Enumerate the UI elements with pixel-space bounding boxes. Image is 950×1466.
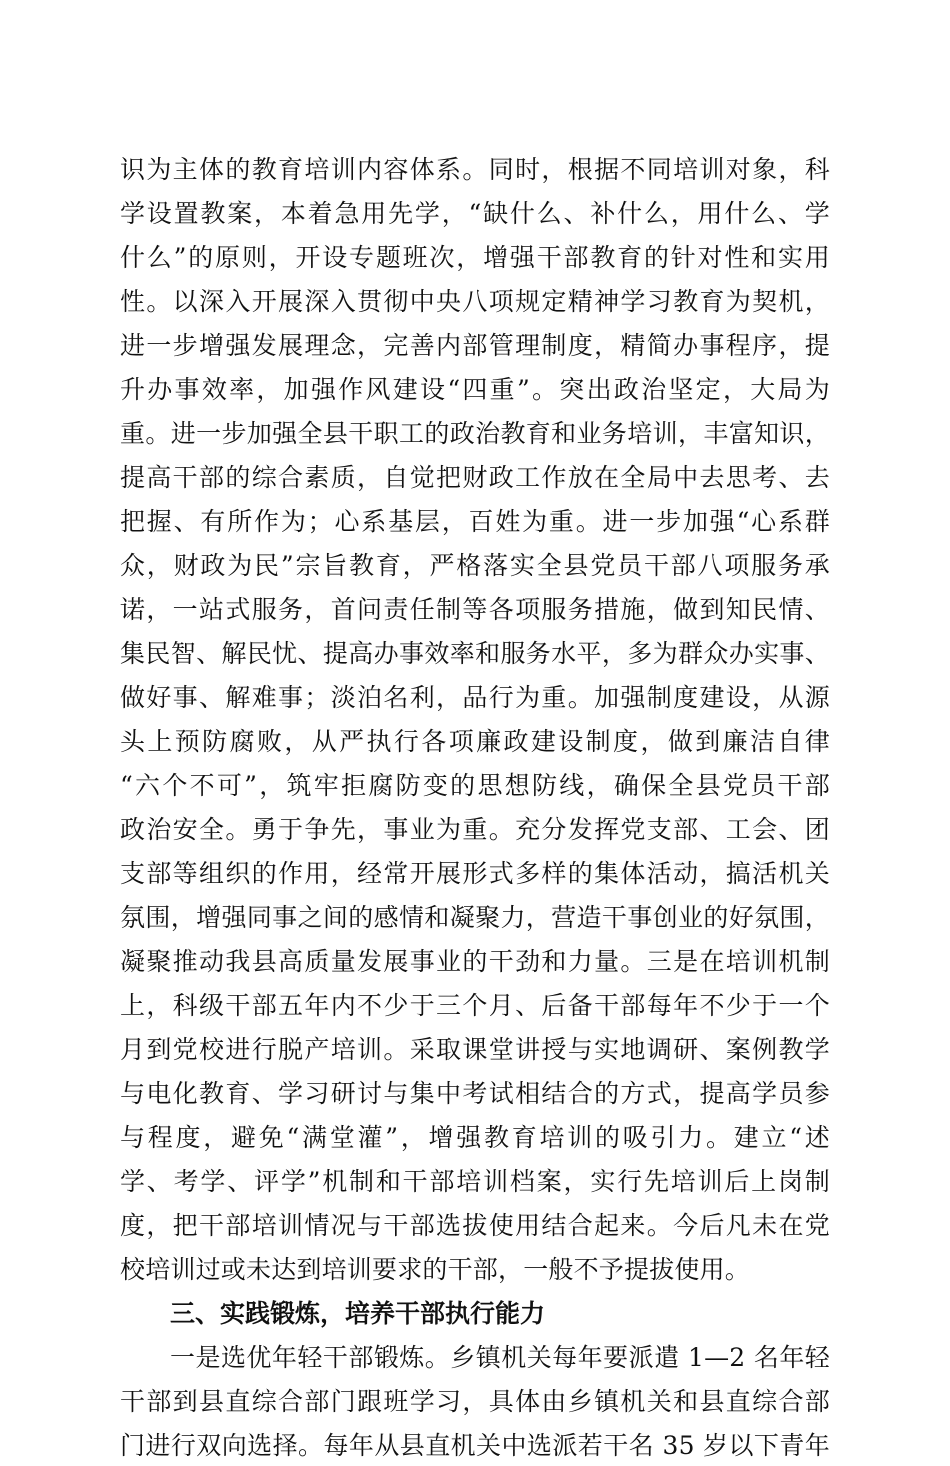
text-line: 一是选优年轻干部锻炼。乡镇机关每年要派遣 1—2 名年轻 — [170, 1343, 830, 1372]
text-line: 集民智、解民忧、提高办事效率和服务水平，多为群众办实事、 — [120, 639, 830, 668]
text-line: 什么”的原则，开设专题班次，增强干部教育的针对性和实用 — [120, 243, 830, 272]
section-heading: 三、实践锻炼，培养干部执行能力 — [170, 1299, 546, 1328]
text-line: 把握、有所作为；心系基层，百姓为重。进一步加强“心系群 — [120, 507, 830, 536]
text-line: 学、考学、评学”机制和干部培训档案，实行先培训后上岗制 — [120, 1167, 830, 1196]
text-line: 校培训过或未达到培训要求的干部，一般不予提拔使用。 — [120, 1255, 751, 1284]
text-line: 门进行双向选择。每年从县直机关中选派若干名 35 岁以下青年 — [120, 1431, 830, 1460]
text-line: 凝聚推动我县高质量发展事业的干劲和力量。三是在培训机制 — [120, 947, 830, 976]
text-line: “六个不可”，筑牢拒腐防变的思想防线，确保全县党员干部 — [120, 771, 830, 800]
text-line: 度，把干部培训情况与干部选拔使用结合起来。今后凡未在党 — [120, 1211, 830, 1240]
text-line: 做好事、解难事；淡泊名利，品行为重。加强制度建设，从源 — [120, 683, 830, 712]
text-line: 性。以深入开展深入贯彻中央八项规定精神学习教育为契机， — [120, 287, 830, 316]
text-line: 氛围，增强同事之间的感情和凝聚力，营造干事创业的好氛围， — [120, 903, 830, 932]
text-line: 头上预防腐败，从严执行各项廉政建设制度，做到廉洁自律 — [120, 727, 830, 756]
text-line: 支部等组织的作用，经常开展形式多样的集体活动，搞活机关 — [120, 859, 830, 888]
text-line: 上，科级干部五年内不少于三个月、后备干部每年不少于一个 — [120, 991, 830, 1020]
text-line: 重。进一步加强全县干职工的政治教育和业务培训，丰富知识， — [120, 419, 830, 448]
text-line: 政治安全。勇于争先，事业为重。充分发挥党支部、工会、团 — [120, 815, 830, 844]
text-line: 升办事效率，加强作风建设“四重”。突出政治坚定，大局为 — [120, 375, 830, 404]
text-line: 进一步增强发展理念，完善内部管理制度，精简办事程序，提 — [120, 331, 830, 360]
text-line: 众，财政为民”宗旨教育，严格落实全县党员干部八项服务承 — [120, 551, 830, 580]
text-line: 与电化教育、学习研讨与集中考试相结合的方式，提高学员参 — [120, 1079, 830, 1108]
text-line: 干部到县直综合部门跟班学习，具体由乡镇机关和县直综合部 — [120, 1387, 830, 1416]
text-line: 月到党校进行脱产培训。采取课堂讲授与实地调研、案例教学 — [120, 1035, 830, 1064]
text-line: 诺，一站式服务，首问责任制等各项服务措施，做到知民情、 — [120, 595, 830, 624]
text-line: 提高干部的综合素质，自觉把财政工作放在全局中去思考、去 — [120, 463, 830, 492]
text-line: 学设置教案，本着急用先学，“缺什么、补什么，用什么、学 — [120, 199, 830, 228]
text-line: 识为主体的教育培训内容体系。同时，根据不同培训对象，科 — [120, 155, 830, 184]
text-line: 与程度，避免“满堂灌”，增强教育培训的吸引力。建立“述 — [120, 1123, 830, 1152]
